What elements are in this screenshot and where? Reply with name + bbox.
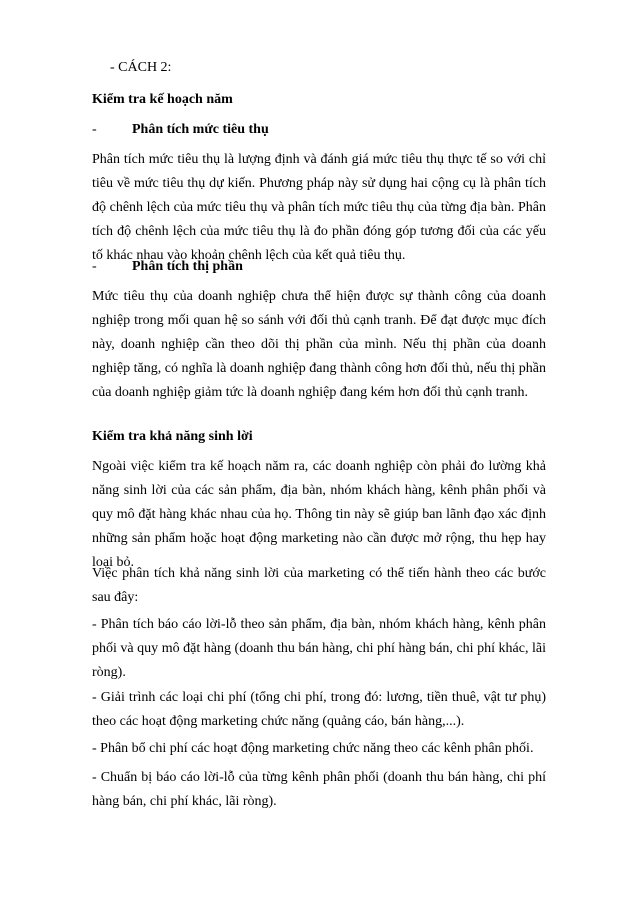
paragraph-market-share: Mức tiêu thụ của doanh nghiệp chưa thể hiện được sự thành công của doanh nghiệp trong mối quan hệ so sánh với đối thủ cạnh tranh. Để đạt được mục đích này, doanh nghiệp cần theo dõi thị phần của mình. Nếu thị phần của doanh nghiệp tăng, có nghĩa là doanh nghiệp đang thành công hơn đối thủ, nếu thị phần của doanh nghiệp giảm tức là doanh nghiệp đang kém hơn đối thủ cạnh tranh. — [92, 289, 546, 400]
paragraph-sales-analysis: Phân tích mức tiêu thụ là lượng định và đánh giá mức tiêu thụ thực tế so với chỉ tiêu về mức tiêu thụ dự kiến. Phương pháp này sử dụng hai cộng cụ là phân tích độ chênh lệch của mức tiêu thụ và phân tích mức tiêu thụ của từng địa bàn. Phân tích độ chênh lệch của mức tiêu thụ là đo phần đóng góp tương đối của các yếu tố khác nhau vào khoản chênh lệch của kết quả tiêu thụ. — [92, 152, 546, 263]
bullet-dash: - — [92, 259, 97, 274]
step-item: - Phân tích báo cáo lời-lỗ theo sản phẩm, địa bàn, nhóm khách hàng, kênh phân phối và quy mô đặt hàng (doanh thu bán hàng, chi phí hàng bán, chi phí khác, lãi ròng). — [92, 617, 546, 680]
step-item: - Giải trình các loại chi phí (tổng chi phí, trong đó: lương, tiền thuê, vật tư phụ) theo các hoạt động marketing chức năng (quảng cáo, bán hàng,...). — [92, 690, 546, 729]
heading-plan-check: Kiểm tra kế hoạch năm — [92, 92, 233, 107]
paragraph-profitability-intro: Ngoài việc kiểm tra kế hoạch năm ra, các doanh nghiệp còn phải đo lường khả năng sinh lời của các sản phẩm, địa bàn, nhóm khách hàng, kênh phân phối và quy mô đặt hàng khác nhau của họ. Thông tin này sẽ giúp ban lãnh đạo xác định những sản phẩm hoặc hoạt động marketing nào cần được mở rộng, thu hẹp hay loại bỏ. — [92, 459, 546, 570]
subheading-sales-analysis — [92, 118, 546, 142]
step-item: - Chuẩn bị báo cáo lời-lỗ của từng kênh phân phối (doanh thu bán hàng, chi phí hàng bán, chi phí khác, lãi ròng). — [92, 770, 546, 809]
subheading-label: Phân tích thị phần — [132, 259, 243, 274]
step-item: - Phân bổ chi phí các hoạt động marketing chức năng theo các kênh phân phối. — [92, 741, 534, 756]
heading-profitability-check: Kiểm tra khả năng sinh lời — [92, 429, 253, 444]
paragraph-steps-intro: Việc phân tích khả năng sinh lời của marketing có thể tiến hành theo các bước sau đây: — [92, 566, 546, 605]
subheading-market-share — [92, 255, 546, 279]
bullet-dash: - — [92, 122, 97, 137]
subheading-label: Phân tích mức tiêu thụ — [132, 122, 269, 137]
method-label: - CÁCH 2: — [110, 60, 172, 75]
